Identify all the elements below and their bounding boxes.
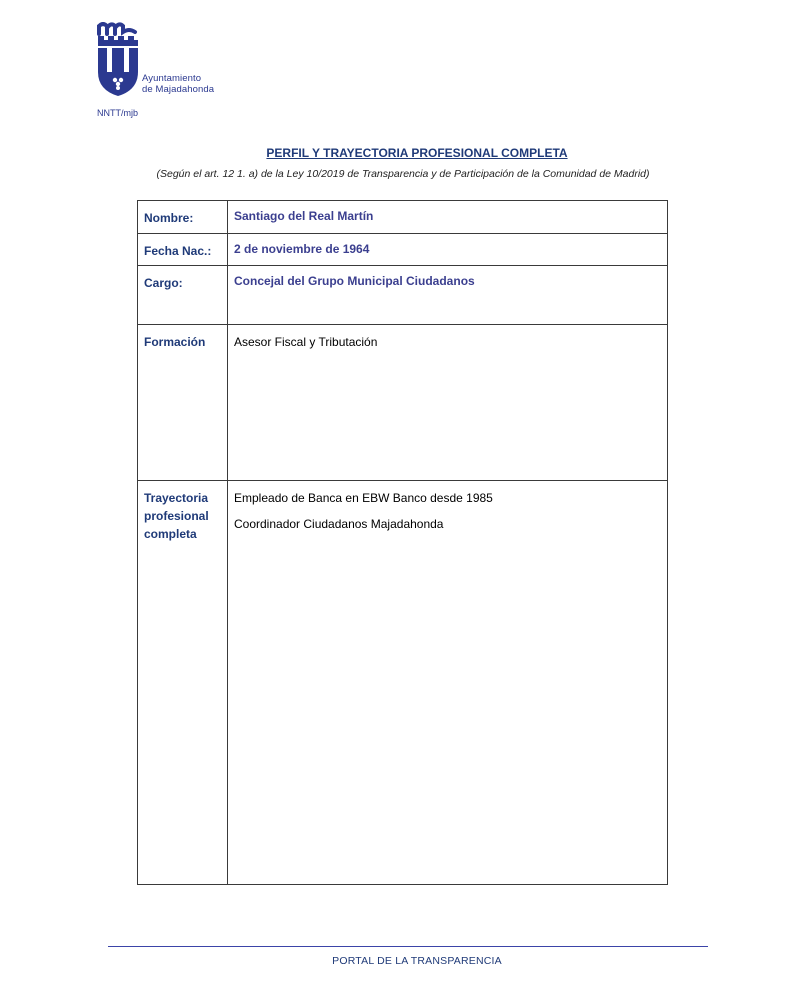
row-cargo [138, 266, 668, 325]
logo-caption [142, 73, 214, 95]
document-title: PERFIL Y TRAYECTORIA PROFESIONAL COMPLETA [266, 146, 568, 160]
row-nombre [138, 201, 668, 234]
trayectoria-item: Coordinador Ciudadanos Majadahonda [234, 517, 444, 531]
formacion-label: Formación [138, 325, 228, 481]
row-fecha [138, 234, 668, 266]
majadahonda-crest-icon [95, 22, 141, 98]
footer-text: PORTAL DE LA TRANSPARENCIA [332, 955, 502, 967]
document-subtitle: (Según el art. 12 1. a) de la Ley 10/2019 de Transparencia y de Participación de la Comunidad de Madrid) [156, 168, 650, 180]
trayectoria-label: Trayectoria profesional completa [138, 481, 228, 885]
logo-line-1: Ayuntamiento [142, 73, 202, 84]
row-trayectoria [138, 481, 668, 885]
profile-table [137, 200, 668, 885]
cargo-value: Concejal del Grupo Municipal Ciudadanos [228, 266, 668, 325]
trayectoria-item: Empleado de Banca en EBW Banco desde 1985 [234, 491, 493, 505]
document-reference: NNTT/mjb [97, 108, 138, 118]
trayectoria-value [228, 481, 668, 885]
nombre-label: Nombre: [138, 201, 228, 234]
fecha-label: Fecha Nac.: [138, 234, 228, 266]
fecha-value: 2 de noviembre de 1964 [228, 234, 668, 266]
footer-divider [108, 946, 708, 947]
nombre-value: Santiago del Real Martín [228, 201, 668, 234]
row-formacion [138, 325, 668, 481]
logo-line-2: de Majadahonda [142, 84, 215, 95]
formacion-value: Asesor Fiscal y Tributación [228, 325, 668, 481]
municipal-logo [95, 22, 225, 102]
cargo-label: Cargo: [138, 266, 228, 325]
